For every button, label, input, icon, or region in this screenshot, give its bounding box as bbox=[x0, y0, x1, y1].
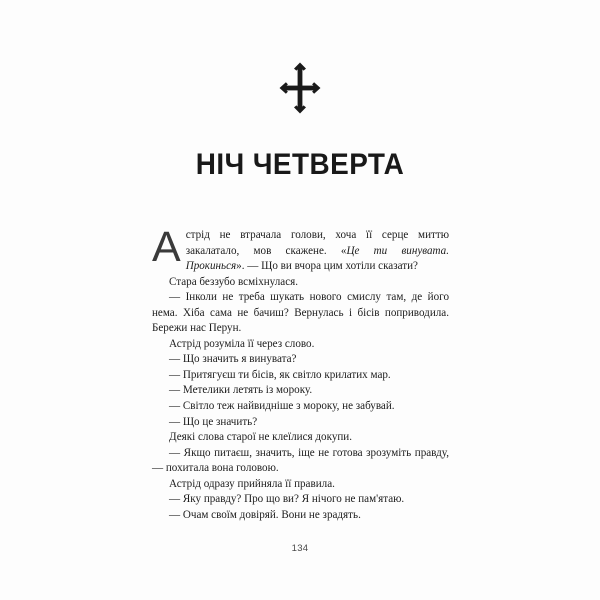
paragraph: — Притягуєш ти бісів, як світло крилатих мар. bbox=[169, 368, 391, 381]
paragraph: Деякі слова старої не клеїлися докупи. bbox=[169, 431, 353, 444]
paragraph: — Що значить я винувата? bbox=[169, 353, 297, 366]
paragraph: Астрід одразу прийняла її правила. bbox=[169, 477, 335, 490]
opening-run-2: ». bbox=[236, 260, 245, 273]
body-text bbox=[152, 223, 449, 523]
paragraph: — Яку правду? Про що ви? Я нічого не пам'ятаю. bbox=[169, 493, 405, 506]
opening-line-3: — Що ви вчора цим хотіли сказати? bbox=[247, 260, 418, 273]
paragraph: — Якщо питаєш, значить, іще не готова зрозуміть правду, — похитала вона головою. bbox=[152, 446, 449, 475]
page-number: 134 bbox=[291, 543, 309, 554]
paragraph: — Метелики летять із мороку. bbox=[169, 384, 313, 397]
opening-run-1: стрід не втрачала голови, хоча її серце миттю закалатало, мов скажене. « bbox=[185, 229, 449, 257]
opening-quote: Це ти винувата. Прокинься bbox=[185, 244, 449, 273]
paragraph: — Інколи не треба шукать нового смислу там, де його нема. Хіба сама не бачиш? Вернулась і бісів поприводила. Бережи нас Перун. bbox=[152, 291, 449, 335]
drop-cap: А bbox=[152, 223, 181, 271]
chapter-ornament bbox=[0, 62, 600, 114]
paragraph: Астрід розуміла її через слово. bbox=[169, 337, 315, 350]
paragraph: — Світло теж найвидніше з мороку, не забувай. bbox=[169, 400, 395, 413]
paragraph: — Очам своїм довіряй. Вони не зрадять. bbox=[169, 508, 361, 521]
paragraph: — Що це значить? bbox=[169, 415, 258, 428]
paragraph: Стара беззубо всміхнулася. bbox=[169, 275, 298, 288]
opening-paragraph bbox=[152, 223, 449, 275]
chapter-title: НІЧ ЧЕТВЕРТА bbox=[195, 148, 405, 181]
forked-cross-icon bbox=[277, 62, 323, 114]
